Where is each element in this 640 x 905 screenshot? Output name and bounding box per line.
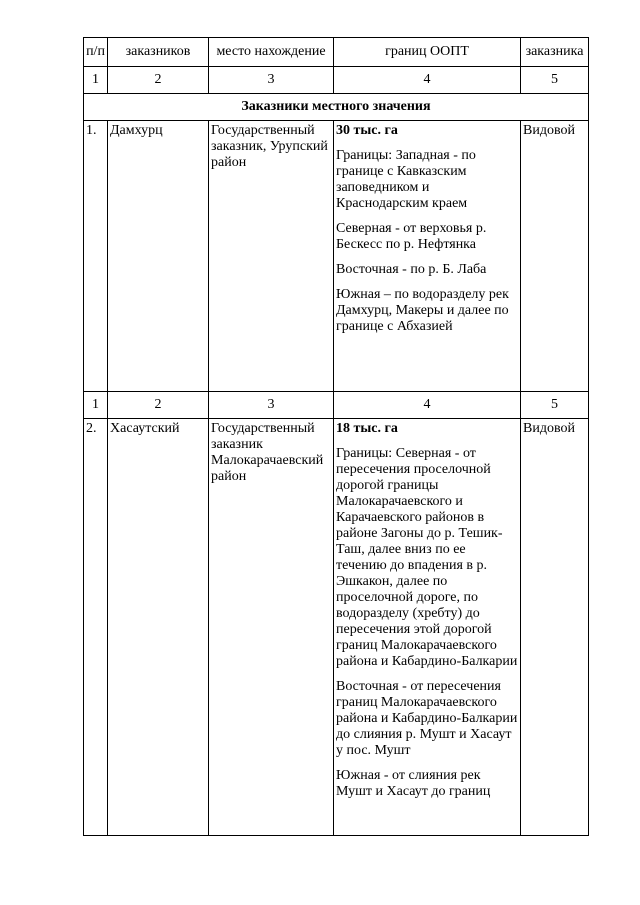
reserve-area: 30 тыс. га xyxy=(336,123,398,138)
header-index: п/п xyxy=(84,38,108,67)
section-title: Заказники местного значения xyxy=(84,94,589,121)
reserve-name: Дамхурц xyxy=(108,121,209,392)
border-text: Границы: Западная - по границе с Кавказским заповедником и Краснодарским краем xyxy=(336,148,476,211)
reserve-type: Видовой xyxy=(521,419,589,836)
row-number: 1. xyxy=(84,121,108,392)
header-type: заказника xyxy=(521,38,589,67)
border-text: Восточная - от пересечения границ Малокарачаевского района и Кабардино-Балкарии до слияния р. Мушт и Хасаут у пос. Мушт xyxy=(336,679,518,758)
border-text: Южная – по водоразделу рек Дамхурц, Макеры и далее по границе с Абхазией xyxy=(336,287,509,334)
column-number: 1 xyxy=(84,67,108,94)
reserve-type: Видовой xyxy=(521,121,589,392)
column-number: 4 xyxy=(334,392,521,419)
header-location: место нахождение xyxy=(209,38,334,67)
reserve-location: Государственный заказник, Урупский район xyxy=(209,121,334,392)
column-number-row xyxy=(84,67,589,94)
column-number: 4 xyxy=(334,67,521,94)
border-text: Восточная - по р. Б. Лаба xyxy=(336,262,487,277)
column-number: 2 xyxy=(108,392,209,419)
reserve-borders xyxy=(334,419,521,836)
table-row xyxy=(84,419,589,836)
column-number: 2 xyxy=(108,67,209,94)
column-number: 3 xyxy=(209,392,334,419)
border-text: Северная - от верховья р. Бескесс по р. Нефтянка xyxy=(336,221,487,252)
reserve-borders xyxy=(334,121,521,392)
column-number-row xyxy=(84,392,589,419)
border-text: Южная - от слияния рек Мушт и Хасаут до границ xyxy=(336,768,491,799)
row-number: 2. xyxy=(84,419,108,836)
header-row xyxy=(84,38,589,67)
column-number: 1 xyxy=(84,392,108,419)
column-number: 3 xyxy=(209,67,334,94)
section-row xyxy=(84,94,589,121)
reserve-location: Государственный заказник Малокарачаевский район xyxy=(209,419,334,836)
column-number: 5 xyxy=(521,392,589,419)
reserve-area: 18 тыс. га xyxy=(336,421,398,436)
reserve-name: Хасаутский xyxy=(108,419,209,836)
table-row xyxy=(84,121,589,392)
column-number: 5 xyxy=(521,67,589,94)
border-text: Границы: Северная - от пересечения проселочной дорогой границы Малокарачаевского и Карачаевского районов в районе Загоны до р. Тешик-Таш, далее вниз по ее течению до впадения в р. Эшкакон, далее по проселочной дороге, по водоразделу (хребту) до пересечения этой дорогой границ Малокарачаевского района и Кабардино-Балкарии xyxy=(336,446,518,669)
header-borders: границ ООПТ xyxy=(334,38,521,67)
header-name: заказников xyxy=(108,38,209,67)
reserves-table xyxy=(83,37,589,836)
